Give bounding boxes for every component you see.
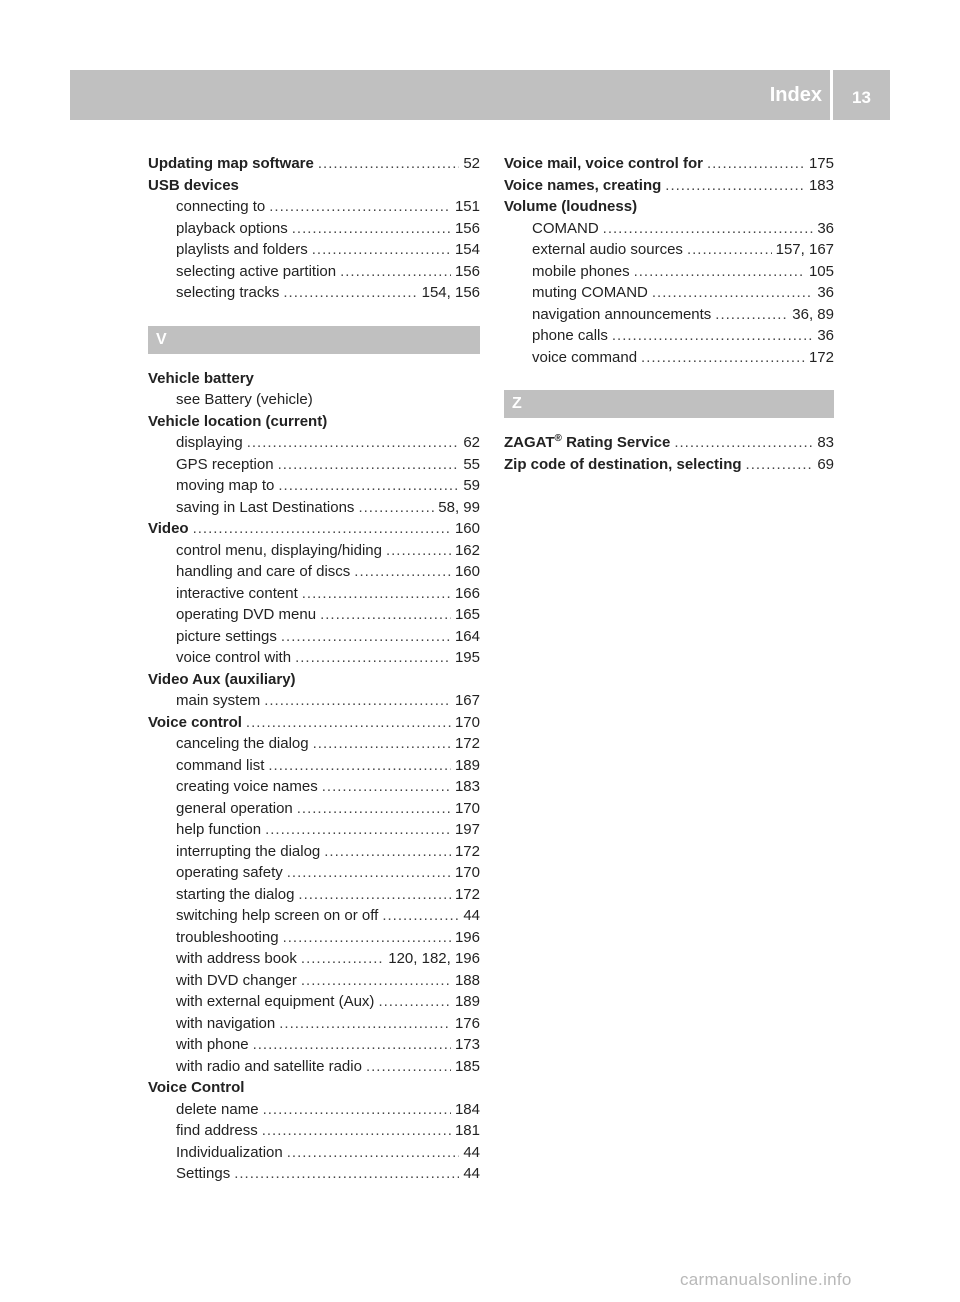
entry-page-ref: 172 (454, 885, 480, 903)
entry-text: with navigation (176, 1014, 276, 1032)
entry-text: connecting to (176, 198, 266, 215)
entry-text: Voice names, creating (504, 176, 662, 194)
entry-page-ref: 154, 156 (421, 284, 480, 301)
entry-text: help function (176, 821, 262, 838)
entry-page-ref: 167 (454, 692, 480, 709)
index-subentry (504, 304, 834, 326)
entry-text: GPS reception (176, 455, 274, 473)
entry-text: main system (176, 692, 261, 709)
entry-page-ref: 170 (454, 713, 480, 731)
entry-page-ref: 120, 182, 196 (388, 950, 480, 967)
leader-dots (246, 712, 451, 734)
leader-dots (301, 948, 384, 970)
entry-page-ref: 69 (817, 455, 834, 473)
entry-text: Video Aux (auxiliary) (148, 670, 296, 688)
leader-dots (269, 196, 451, 218)
entry-text: command list (176, 756, 265, 774)
entry-page-ref: 36 (817, 219, 834, 237)
entry-text: Individualization (176, 1143, 283, 1161)
entry-page-ref: 59 (463, 477, 480, 494)
entry-text: Vehicle battery (148, 369, 254, 387)
entry-page-ref: 83 (817, 434, 834, 451)
entry-text: with radio and satellite radio (176, 1057, 362, 1075)
index-entry (148, 411, 480, 433)
index-entry-zagat (504, 432, 834, 454)
index-entry (504, 153, 834, 175)
entry-page-ref: 44 (463, 1143, 480, 1161)
index-subentry (148, 755, 480, 777)
entry-text: mobile phones (532, 262, 630, 280)
entry-page-ref: 189 (454, 993, 480, 1010)
entry-page-ref: 160 (454, 520, 480, 537)
index-subentry (148, 1163, 480, 1185)
entry-page-ref: 172 (454, 842, 480, 860)
index-entry (148, 712, 480, 734)
index-entry (148, 368, 480, 390)
index-subentry (148, 282, 480, 304)
leader-dots (302, 583, 451, 605)
index-subentry (148, 733, 480, 755)
entry-text: with address book (176, 950, 297, 967)
entry-text: phone calls (532, 327, 608, 344)
entry-text: control menu, displaying/hiding (176, 541, 382, 559)
leader-dots (674, 432, 813, 454)
entry-page-ref: 162 (454, 541, 480, 559)
leader-dots (278, 454, 460, 476)
entry-text: see Battery (vehicle) (176, 391, 313, 408)
entry-page-ref: 157, 167 (775, 241, 834, 258)
leader-dots (324, 841, 451, 863)
entry-text: Voice Control (148, 1079, 245, 1096)
leader-dots (287, 1142, 460, 1164)
index-subentry (148, 497, 480, 519)
index-subentry (148, 819, 480, 841)
leader-dots (297, 798, 451, 820)
entry-text: Video (148, 520, 189, 537)
index-subentry (148, 991, 480, 1013)
index-subentry (148, 1034, 480, 1056)
entry-page-ref: 160 (454, 563, 480, 580)
leader-dots (295, 647, 451, 669)
leader-dots (292, 218, 451, 240)
entry-list (504, 153, 834, 368)
leader-dots (366, 1056, 451, 1078)
entry-text: operating safety (176, 864, 283, 881)
entry-page-ref: 172 (454, 735, 480, 752)
entry-text: general operation (176, 799, 293, 817)
entry-page-ref: 172 (808, 348, 834, 366)
index-entry (504, 175, 834, 197)
index-subentry (148, 540, 480, 562)
entry-page-ref: 184 (454, 1100, 480, 1118)
leader-dots (278, 475, 459, 497)
leader-dots (283, 927, 451, 949)
entry-text: with phone (176, 1036, 249, 1053)
entry-text: with DVD changer (176, 971, 297, 989)
leader-dots (279, 1013, 451, 1035)
entry-list (148, 368, 480, 1185)
index-column-right (504, 153, 834, 475)
leader-dots (358, 497, 434, 519)
entry-page-ref: 170 (454, 864, 480, 881)
entry-page-ref: 55 (463, 455, 480, 473)
entry-page-ref: 166 (454, 584, 480, 602)
index-subentry (148, 454, 480, 476)
index-subentry (148, 884, 480, 906)
entry-text: creating voice names (176, 778, 318, 795)
entry-page-ref: 165 (454, 606, 480, 623)
leader-dots (264, 690, 451, 712)
page-title: Index (769, 84, 822, 106)
index-subentry (504, 218, 834, 240)
entry-page-ref: 44 (463, 907, 480, 924)
entry-text: find address (176, 1122, 258, 1139)
entry-text: picture settings (176, 627, 277, 645)
index-subentry (148, 927, 480, 949)
leader-dots (612, 325, 813, 347)
entry-text: navigation announcements (532, 305, 712, 323)
leader-dots (263, 1099, 451, 1121)
entry-text: selecting tracks (176, 284, 280, 301)
entry-text: COMAND (532, 219, 599, 237)
entry-text: external audio sources (532, 241, 683, 258)
index-subentry (148, 218, 480, 240)
entry-text: interrupting the dialog (176, 842, 321, 860)
entry-text: Voice control (148, 713, 242, 731)
page-number: 13 (833, 70, 890, 120)
leader-dots (318, 153, 459, 175)
index-subentry (148, 432, 480, 454)
index-subentry (148, 261, 480, 283)
entry-page-ref: 196 (454, 928, 480, 946)
entry-text: voice control with (176, 649, 292, 666)
entry-page-ref: 36 (817, 327, 834, 344)
index-subentry (148, 776, 480, 798)
leader-dots (301, 970, 451, 992)
entry-text: displaying (176, 434, 243, 451)
leader-dots (386, 540, 451, 562)
entry-list (148, 153, 480, 304)
index-subentry (148, 389, 480, 411)
entry-text: with external equipment (Aux) (176, 993, 375, 1010)
entry-page-ref: 52 (463, 155, 480, 172)
index-subentry (504, 282, 834, 304)
entry-page-ref: 62 (463, 434, 480, 451)
index-subentry (504, 239, 834, 261)
watermark: carmanualsonline.info (680, 1270, 852, 1289)
index-subentry (148, 626, 480, 648)
entry-text: Volume (loudness) (504, 198, 638, 215)
entry-page-ref: 189 (454, 756, 480, 774)
index-subentry (148, 905, 480, 927)
entry-page-ref: 183 (454, 778, 480, 795)
entry-page-ref: 175 (808, 155, 834, 172)
entry-page-ref: 170 (454, 799, 480, 817)
leader-dots (287, 862, 451, 884)
entry-page-ref: 185 (454, 1057, 480, 1075)
leader-dots (378, 991, 451, 1013)
entry-text: playback options (176, 219, 288, 237)
index-subentry (148, 862, 480, 884)
entry-text: muting COMAND (532, 284, 648, 301)
entry-text: handling and care of discs (176, 563, 351, 580)
entry-page-ref: 156 (454, 219, 480, 237)
entry-page-ref: 183 (808, 176, 834, 194)
index-entry (504, 196, 834, 218)
entry-page-ref: 181 (454, 1122, 480, 1139)
index-subentry (148, 1120, 480, 1142)
leader-dots (322, 776, 451, 798)
entry-text: Settings (176, 1165, 231, 1182)
entry-page-ref: 36, 89 (792, 305, 834, 323)
leader-dots (262, 1120, 451, 1142)
index-entry (504, 454, 834, 476)
leader-dots (665, 175, 805, 197)
index-subentry (148, 1013, 480, 1035)
section-header-v: V (148, 326, 480, 354)
leader-dots (634, 261, 805, 283)
entry-text: Zip code of destination, selecting (504, 455, 742, 473)
index-subentry (504, 347, 834, 369)
section-header-z: Z (504, 390, 834, 418)
index-column-left (148, 153, 480, 1185)
entry-page-ref: 156 (454, 262, 480, 280)
leader-dots (253, 1034, 451, 1056)
entry-text: moving map to (176, 477, 275, 494)
entry-page-ref: 44 (463, 1165, 480, 1182)
leader-dots (298, 884, 451, 906)
index-subentry (148, 647, 480, 669)
leader-dots (193, 518, 451, 540)
leader-dots (312, 239, 451, 261)
leader-dots (313, 733, 451, 755)
index-entry (148, 1077, 480, 1099)
leader-dots (382, 905, 459, 927)
entry-text: interactive content (176, 584, 298, 602)
entry-text: Vehicle location (current) (148, 412, 328, 430)
leader-dots (340, 261, 451, 283)
leader-dots (265, 819, 451, 841)
index-subentry (148, 239, 480, 261)
entry-page-ref: 173 (454, 1036, 480, 1053)
index-entry (148, 669, 480, 691)
entry-text: selecting active partition (176, 262, 337, 280)
entry-text: playlists and folders (176, 241, 308, 258)
index-subentry (148, 690, 480, 712)
index-subentry (148, 196, 480, 218)
leader-dots (707, 153, 805, 175)
leader-dots (283, 282, 417, 304)
leader-dots (603, 218, 814, 240)
index-entry (148, 153, 480, 175)
index-subentry (148, 970, 480, 992)
entry-page-ref: 164 (454, 627, 480, 645)
index-subentry (148, 1056, 480, 1078)
index-subentry (148, 475, 480, 497)
leader-dots (247, 432, 460, 454)
entry-page-ref: 36 (817, 284, 834, 301)
entry-text: switching help screen on or off (176, 907, 379, 924)
entry-text: Updating map software (148, 155, 314, 172)
entry-page-ref: 105 (808, 262, 834, 280)
index-subentry (148, 583, 480, 605)
entry-page-ref: 188 (454, 971, 480, 989)
index-subentry (148, 1142, 480, 1164)
leader-dots (746, 454, 814, 476)
leader-dots (281, 626, 451, 648)
entry-text: delete name (176, 1100, 259, 1118)
index-entry (148, 518, 480, 540)
entry-text: voice command (532, 348, 638, 366)
index-subentry (504, 261, 834, 283)
entry-page-ref: 195 (454, 649, 480, 666)
entry-page-ref: 151 (454, 198, 480, 215)
index-subentry (148, 841, 480, 863)
leader-dots (354, 561, 451, 583)
index-subentry (148, 561, 480, 583)
leader-dots (234, 1163, 459, 1185)
entry-page-ref: 197 (454, 821, 480, 838)
index-subentry (148, 798, 480, 820)
entry-page-ref: 58, 99 (438, 498, 480, 516)
leader-dots (715, 304, 788, 326)
entry-text: ZAGAT® Rating Service (504, 433, 671, 451)
entry-text: Voice mail, voice control for (504, 155, 703, 172)
entry-text: saving in Last Destinations (176, 498, 355, 516)
index-subentry (148, 604, 480, 626)
leader-dots (320, 604, 451, 626)
entry-page-ref: 176 (454, 1014, 480, 1032)
entry-text: operating DVD menu (176, 606, 317, 623)
leader-dots (641, 347, 805, 369)
leader-dots (687, 239, 772, 261)
entry-text: starting the dialog (176, 885, 295, 903)
entry-text: canceling the dialog (176, 735, 309, 752)
entry-page-ref: 154 (454, 241, 480, 258)
index-entry (148, 175, 480, 197)
index-subentry (148, 1099, 480, 1121)
index-subentry (504, 325, 834, 347)
entry-text: troubleshooting (176, 928, 279, 946)
leader-dots (268, 755, 451, 777)
entry-text: USB devices (148, 176, 239, 194)
entry-list (504, 454, 834, 476)
index-subentry (148, 948, 480, 970)
registered-mark: ® (554, 433, 562, 444)
leader-dots (652, 282, 813, 304)
